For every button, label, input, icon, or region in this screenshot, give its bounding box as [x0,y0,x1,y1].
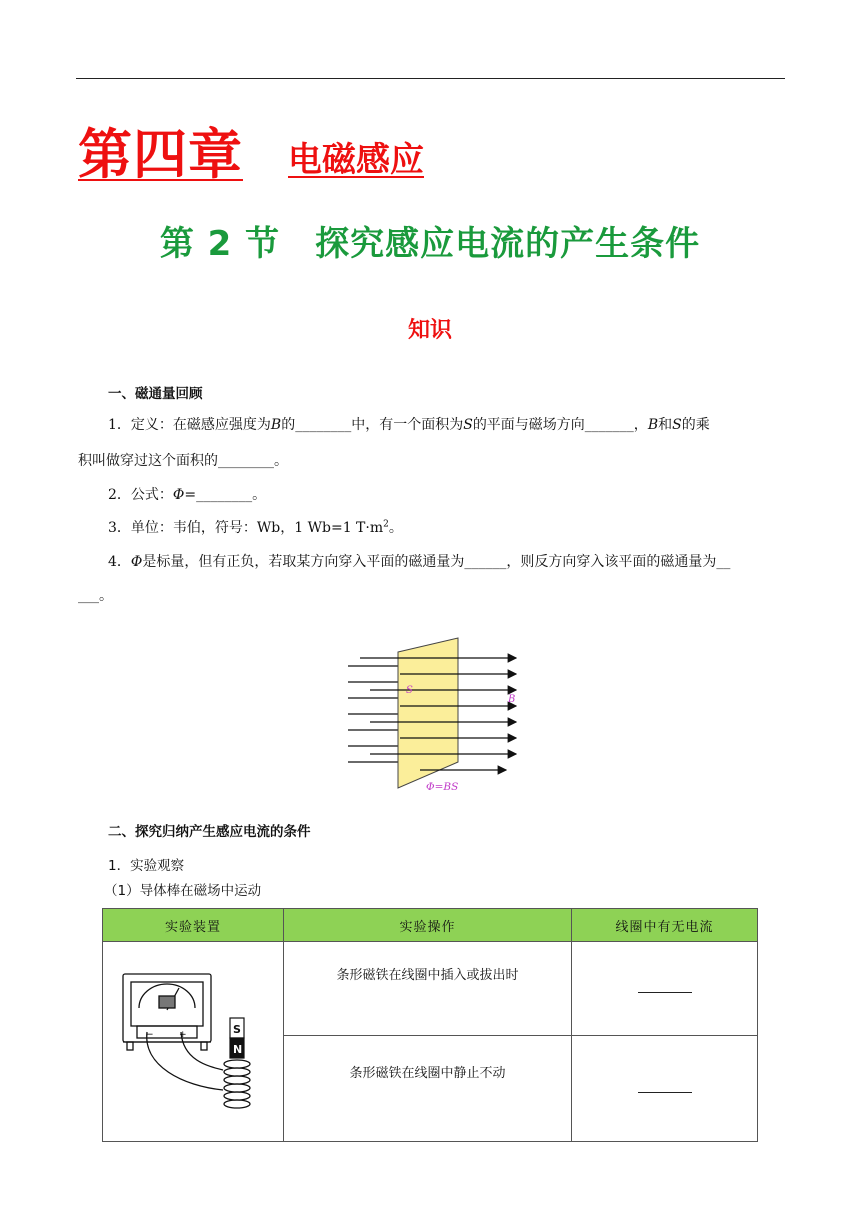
table-row [103,942,758,1036]
operation-cell: 条形磁铁在线圈中插入或拔出时 [284,942,572,1036]
table-header-row [103,909,758,942]
chapter-name: 电磁感应 [288,140,424,180]
experiment-table [102,908,758,1142]
current-blank [572,942,758,1036]
magnetic-flux-figure [340,630,540,800]
magnet-n-label: N [233,1042,243,1056]
galvanometer-coil-illustration [103,966,279,1114]
surface-plane [398,638,458,788]
header-operation: 实验操作 [284,909,572,942]
header-current: 线圈中有无电流 [572,909,758,942]
surface-label: S [406,685,413,696]
knowledge-label: 知识 [407,318,452,343]
item1-line1: 1．定义：在磁感应强度为B的________中，有一个面积为S的平面与磁场方向_______，B和S的乘 [108,417,710,433]
item4-line1: 4．Φ是标量，但有正负，若取某方向穿入平面的磁通量为______，则反方向穿入该平面的磁通量为__ [108,554,731,570]
current-blank [572,1036,758,1142]
chapter-heading [78,112,424,186]
answer-blank [638,980,692,993]
magnet-s-label: S [233,1022,241,1036]
svg-text:−: − [146,1029,154,1040]
chapter-number: 第四章 [78,122,243,186]
item4-line2: ___。 [78,588,113,604]
part2-sub1: （1）导体棒在磁场中运动 [104,883,262,899]
part2-heading: 二、探究归纳产生感应电流的条件 [108,824,311,840]
part1-heading: 一、磁通量回顾 [108,386,203,402]
item3: 3．单位：韦伯，符号：Wb，1 Wb=1 $T\cdot m^2$。 [108,519,403,536]
apparatus-cell [103,942,284,1142]
svg-text:+: + [179,1029,187,1040]
field-label: B [508,694,516,705]
item1-line2: 积叫做穿过这个面积的________。 [78,453,288,469]
header-apparatus: 实验装置 [103,909,284,942]
field-lines-behind [348,666,400,762]
section-title: 第 2 节 探究感应电流的产生条件 [159,224,701,264]
operation-cell: 条形磁铁在线圈中静止不动 [284,1036,572,1142]
answer-blank [638,1080,692,1093]
header-rule [76,78,785,79]
part2-item1: 1．实验观察 [108,858,185,874]
figure-caption: Φ=BS [426,781,459,793]
item2: 2．公式：Φ=________。 [108,487,267,503]
